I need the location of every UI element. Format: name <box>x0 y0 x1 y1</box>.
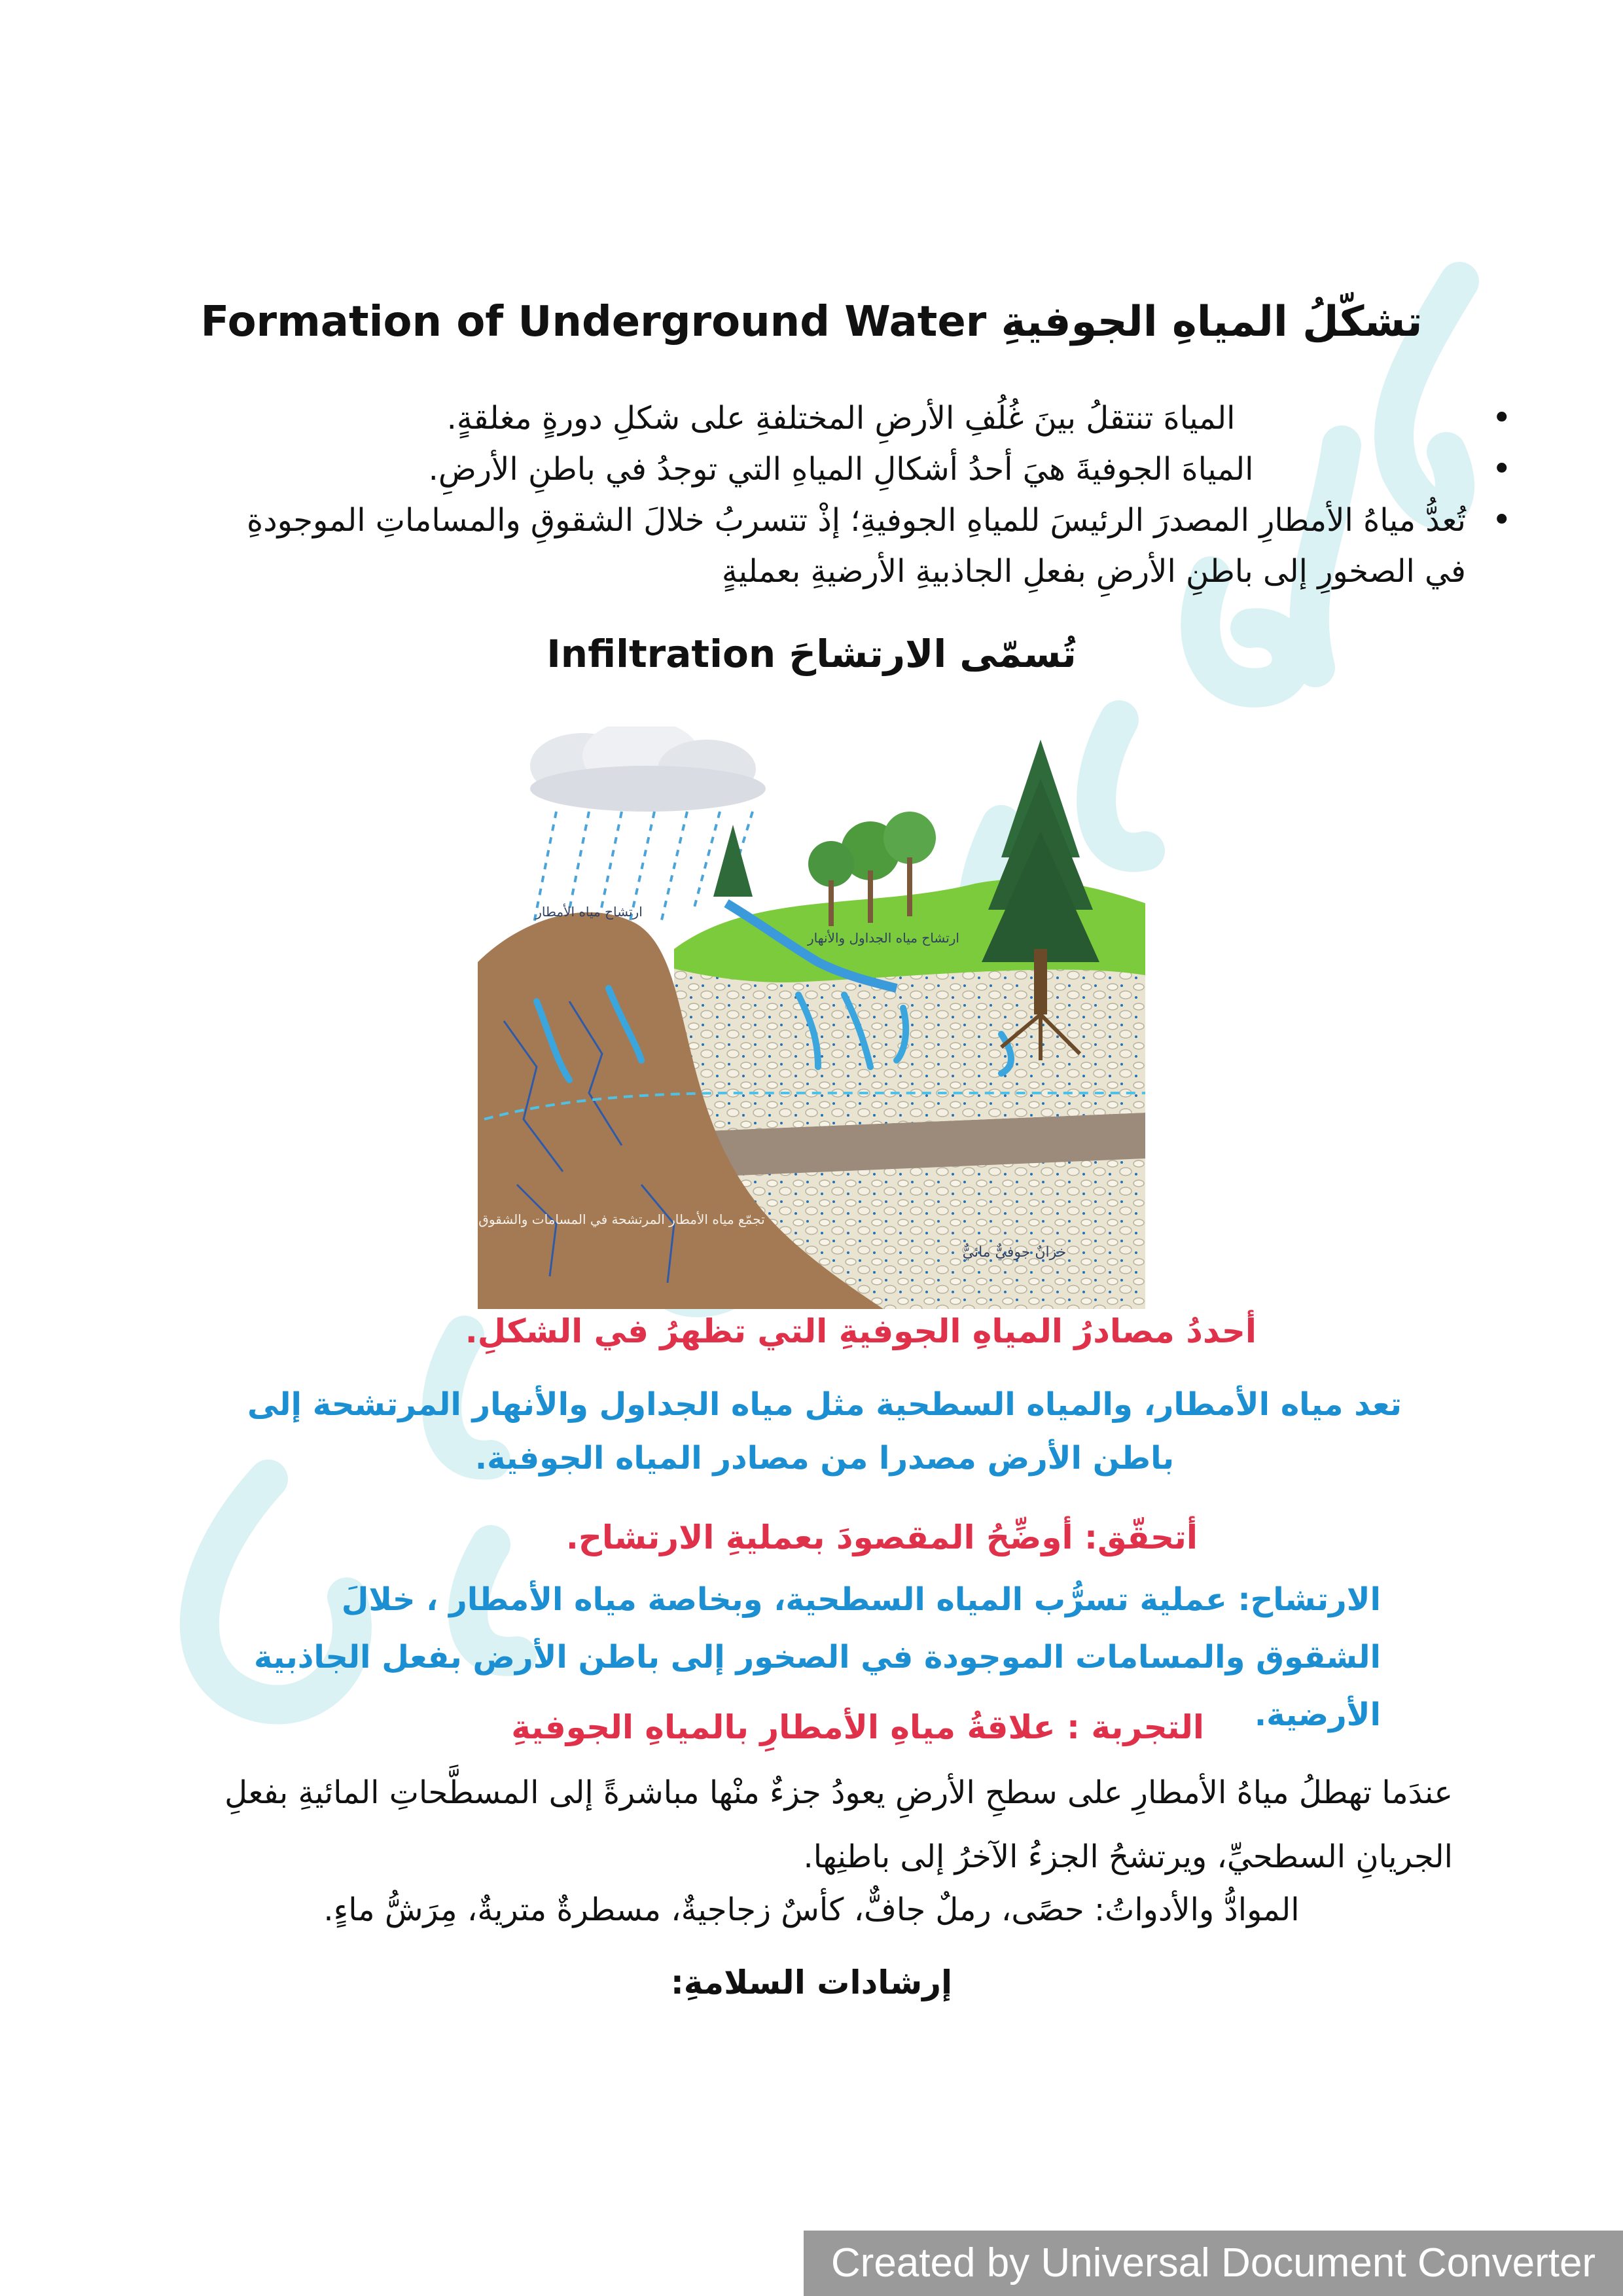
experiment-title: التجربة : علاقةُ مياهِ الأمطارِ بالمياهِ الجوفيةِ <box>511 1708 1204 1746</box>
safety-heading: إرشادات السلامةِ: <box>670 1964 953 2001</box>
bullet-list <box>216 393 1512 597</box>
label-aquifer: خزانٌ جوفيٌّ مائيٌّ <box>962 1244 1067 1261</box>
infiltration-arabic: تُسمّى الارتشاحَ <box>789 632 1077 676</box>
answer-sources: تعد مياه الأمطار، والمياه السطحية مثل مياه الجداول والأنهار المرتشحة إلى باطن الأرض مصدرا من مصادر المياه الجوفية. <box>247 1386 1402 1477</box>
list-item <box>216 495 1512 597</box>
label-rain-infiltration: ارتشاح مياه الأمطار <box>535 904 643 920</box>
groundwater-diagram <box>478 726 1145 1309</box>
bullet-text: المياهَ تنتقلُ بينَ غُلُفِ الأرضِ المختلفةِ على شكلِ دورةٍ مغلقةٍ. <box>446 400 1236 437</box>
infiltration-line <box>0 632 1623 676</box>
cloud-icon <box>530 726 766 812</box>
title-arabic: تشكّلُ المياهِ الجوفيةِ <box>1001 298 1423 346</box>
question-infiltration: أتحقّق: أوضِّحُ المقصودَ بعمليةِ الارتشاح. <box>565 1518 1198 1556</box>
bullet-text: المياهَ الجوفيةَ هيَ أحدُ أشكالِ المياهِ التي توجدُ في باطنِ الأرضِ. <box>428 451 1254 488</box>
label-stream-infiltration: ارتشاح مياه الجداول والأنهار <box>808 930 959 946</box>
bullet-text: تُعدُّ مياهُ الأمطارِ المصدرَ الرئيسَ للمياهِ الجوفيةِ؛ إذْ تتسربُ خلالَ الشقوقِ والمساماتِ الموجودةِ في الصخورِ إلى باطنِ الأرضِ بفعلِ الجاذبيةِ الأرضيةِ بعمليةٍ <box>247 502 1466 590</box>
label-collection: تجمّع مياه الأمطار المرتشحة في المسامات والشقوق <box>478 1211 765 1227</box>
title-english: Formation of Underground Water <box>200 298 987 346</box>
list-item <box>216 393 1512 444</box>
experiment-text: عندَما تهطلُ مياهُ الأمطارِ على سطحِ الأرضِ يعودُ جزءٌ منْها مباشرةً إلى المسطَّحاتِ المائيةِ بفعلِ الجريانِ السطحيِّ، ويرتشحُ الجزءُ الآخرُ إلى باطنِها. <box>224 1774 1453 1875</box>
infiltration-english: Infiltration <box>546 632 776 676</box>
question-sources: أحددُ مصادرُ المياهِ الجوفيةِ التي تظهرُ في الشكلِ. <box>465 1312 1257 1350</box>
materials-text: الموادُّ والأدواتُ: حصًى، رملٌ جافٌّ، كأسٌ زجاجيةٌ، مسطرةٌ متريةٌ، مِرَشُّ ماءٍ. <box>323 1892 1300 1928</box>
converter-footer: Created by Universal Document Converter <box>804 2231 1623 2296</box>
page-title <box>0 298 1623 346</box>
answer-infiltration: الارتشاح: عملية تسرُّب المياه السطحية، وبخاصة مياه الأمطار ، خلالَ الشقوق والمسامات الموجودة في الصخور إلى باطن الأرض بفعل الجاذبية الأرضية. <box>254 1581 1381 1733</box>
list-item <box>216 444 1512 495</box>
